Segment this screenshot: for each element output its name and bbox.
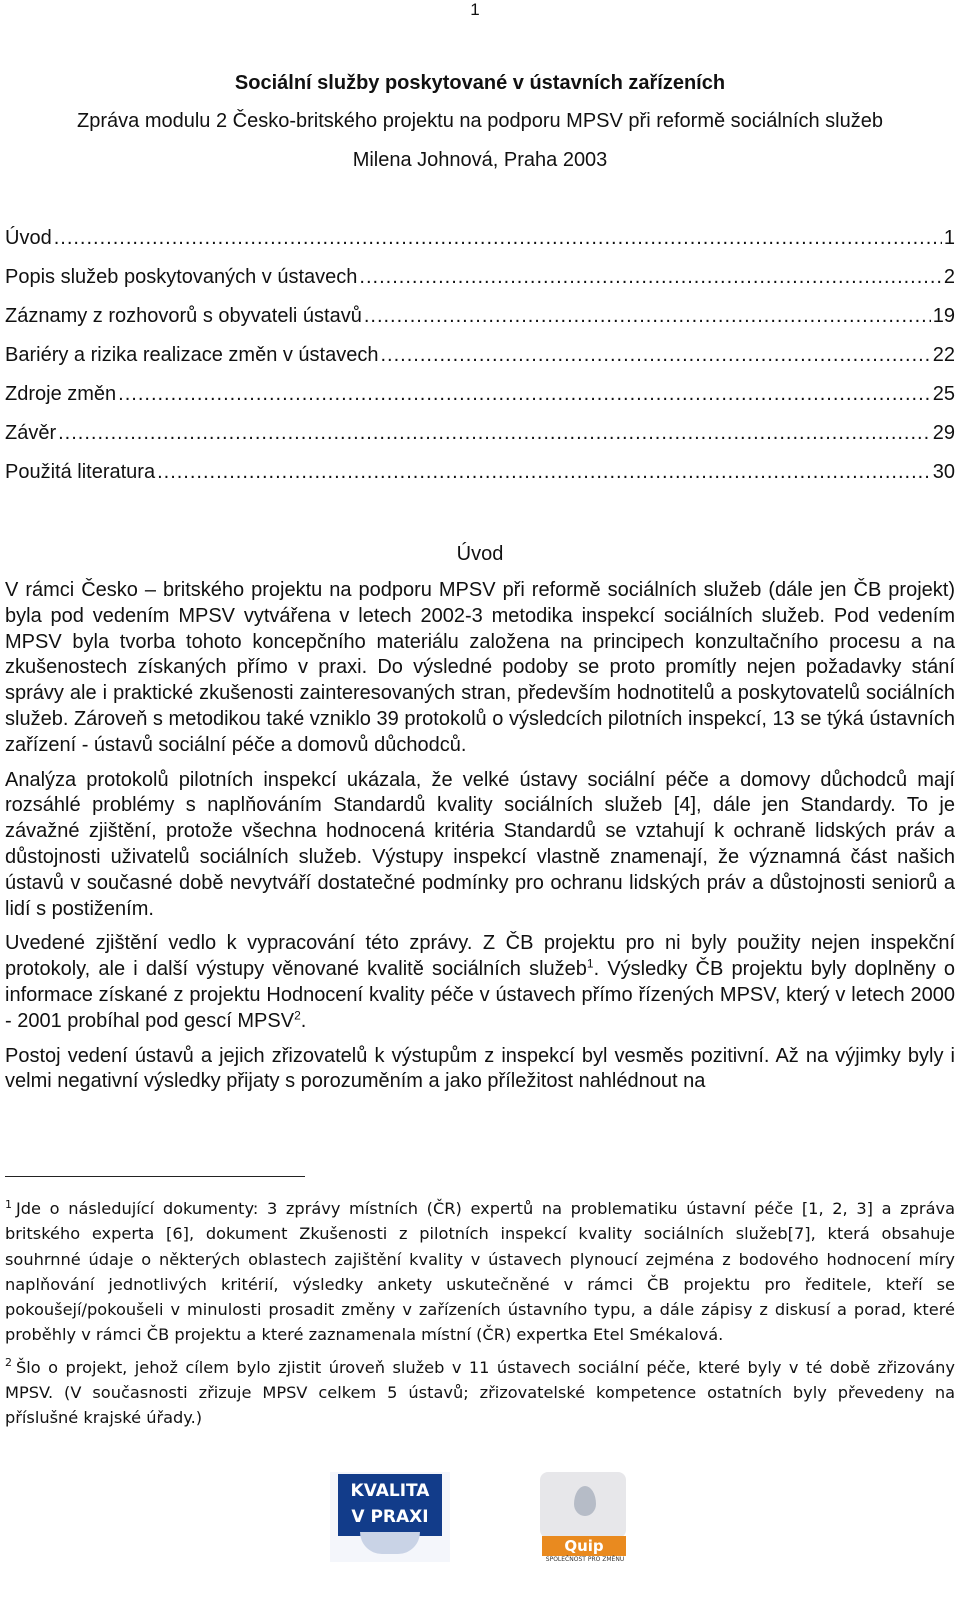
table-of-contents xyxy=(5,225,955,498)
toc-entry-page: 25 xyxy=(932,383,955,405)
paragraph: Postoj vedení ústavů a jejich zřizovatelů k výstupům z inspekcí byl vesměs pozitivní. Až na výjimky byly i velmi negativní výsledky přijaty s porozuměním a jako příležitost nahlédnout na xyxy=(5,1044,955,1093)
paragraph xyxy=(5,931,955,1034)
toc-entry-page: 29 xyxy=(932,422,955,444)
footnote-number: 1 xyxy=(5,1197,12,1211)
toc-entry-label: Popis služeb poskytovaných v ústavech xyxy=(5,266,358,288)
quip-logo-tagline: SPOLEČNOST PRO ZMĚNU xyxy=(545,1556,625,1563)
section-heading: Úvod xyxy=(456,543,504,565)
paragraph-text: . Výsledky ČB projektu byly doplněny o informace získané z projektu Hodnocení kvality péče v ústavech přímo řízených MPSV, který v letech 2000 - 2001 probíhal pod gescí MPSV xyxy=(5,958,955,1032)
toc-entry-page: 22 xyxy=(932,344,955,366)
footnotes xyxy=(5,1196,955,1438)
kvalita-v-praxi-logo xyxy=(330,1472,450,1562)
toc-entry-label: Zdroje změn xyxy=(5,383,117,405)
toc-leader-dots xyxy=(380,342,930,368)
toc-leader-dots xyxy=(58,420,931,446)
document-subtitle: Zpráva modulu 2 Česko-britského projektu na podporu MPSV při reformě sociálních služeb xyxy=(77,110,883,132)
footnote-text: Šlo o projekt, jehož cílem bylo zjistit úroveň služeb v 11 ústavech sociální péče, které byly v té době zřizovány MPSV. (V současnosti zřizuje MPSV celkem 5 ústavů; zřizovatelské kompetence ostatních byly převedeny na příslušné krajské úřady.) xyxy=(5,1357,955,1428)
toc-entry-label: Úvod xyxy=(5,227,52,249)
kvalita-logo-line2: V PRAXI xyxy=(351,1507,429,1527)
document-title: Sociální služby poskytované v ústavních zařízeních xyxy=(234,72,726,94)
paragraph: Analýza protokolů pilotních inspekcí ukázala, že velké ústavy sociální péče a domovy důchodců mají rozsáhlé problémy s naplňováním Standardů kvality sociálních služeb [4], dále jen Standardy. To je závažné zjištění, protože všechna hodnocená kritéria Standardů se vztahují k ochraně lidských práv a důstojnosti uživatelů sociálních služeb. Výstupy inspekcí vlastně znamenají, že významná část našich ústavů v současné době nevytváří dostatečné podmínky pro ochranu lidských práv a důstojnosti seniorů a lidí s postižením. xyxy=(5,768,955,920)
footnote xyxy=(5,1196,955,1348)
footnote-separator xyxy=(5,1176,305,1177)
footnote-ref[interactable]: 1 xyxy=(586,956,594,971)
toc-entry[interactable] xyxy=(5,264,955,303)
section-body xyxy=(5,578,955,1104)
drop-icon xyxy=(574,1486,596,1516)
toc-entry-label: Bariéry a rizika realizace změn v ústavech xyxy=(5,344,379,366)
toc-entry[interactable] xyxy=(5,459,955,498)
footnote-number: 2 xyxy=(5,1356,12,1370)
quip-logo xyxy=(532,1472,638,1564)
toc-entry[interactable] xyxy=(5,381,955,420)
document-author: Milena Johnová, Praha 2003 xyxy=(352,149,608,171)
paragraph-text: . xyxy=(300,1009,307,1032)
toc-leader-dots xyxy=(157,459,931,485)
toc-leader-dots xyxy=(118,381,931,407)
paragraph: V rámci Česko – britského projektu na podporu MPSV při reformě sociálních služeb (dále jen ČB projekt) byla pod vedením MPSV vytvářena v letech 2002-3 metodika inspekcí sociálních služeb. Pod vedením MPSV byla tvorba tohoto koncepčního materiálu založena na principech konzultačního procesu a na zkušenostech získaných přímo v praxi. Do výsledné podoby se proto promítly nejen požadavky stání správy ale i praktické zkušenosti zainteresovaných stran, především hodnotitelů a poskytovatelů sociálních služeb. Zároveň s metodikou také vzniklo 39 protokolů o výsledcích pilotních inspekcí, 13 se týká ústavních zařízení - ústavů sociální péče a domovů důchodců. xyxy=(5,579,955,756)
paragraph-text: Uvedené zjištění vedlo k vypracování této zprávy. Z ČB projektu pro ni byly použity nejen inspekční protokoly, ale i další výstupy věnované kvalitě sociálních služeb xyxy=(5,932,955,981)
kvalita-logo-box xyxy=(338,1474,442,1536)
quip-logo-name: Quip xyxy=(542,1536,626,1556)
hand-icon xyxy=(360,1532,420,1554)
toc-entry-label: Použitá literatura xyxy=(5,461,156,483)
toc-entry[interactable] xyxy=(5,303,955,342)
toc-entry-page: 2 xyxy=(943,266,955,288)
toc-entry-page: 30 xyxy=(932,461,955,483)
toc-entry-page: 1 xyxy=(943,227,955,249)
toc-leader-dots xyxy=(359,264,941,290)
toc-entry[interactable] xyxy=(5,225,955,264)
toc-leader-dots xyxy=(54,225,942,251)
toc-entry-label: Záznamy z rozhovorů s obyvateli ústavů xyxy=(5,305,362,327)
kvalita-logo-line1: KVALITA xyxy=(350,1481,430,1501)
toc-entry-page: 19 xyxy=(932,305,955,327)
page-number: 1 xyxy=(470,0,480,19)
footnote-ref[interactable]: 2 xyxy=(294,1008,301,1023)
toc-entry[interactable] xyxy=(5,420,955,459)
toc-leader-dots xyxy=(364,303,931,329)
footnote xyxy=(5,1355,955,1431)
footnote-text: Jde o následující dokumenty: 3 zprávy místních (ČR) expertů na problematiku ústavní péče [1, 2, 3] a zpráva britského experta [6], dokument Zkušenosti z pilotních inspekcí kvality sociálních služeb[7], která obsahuje souhrnné údaje o některých oblastech zajištění kvality v ústavech plynoucí zejména z bodového hodnocení míry naplňování jednotlivých kritérií, výsledky ankety uskutečněné v rámci ČB projektu pro ředitele, kteří se pokoušejí/pokoušeli v minulosti prosadit změny v zařízeních ústavního typu, a dále zápisy z diskusí a porad, které proběhly v rámci ČB projektu a které zaznamenala místní (ČR) expertka Etel Smékalová. xyxy=(5,1199,955,1345)
toc-entry[interactable] xyxy=(5,342,955,381)
toc-entry-label: Závěr xyxy=(5,422,57,444)
